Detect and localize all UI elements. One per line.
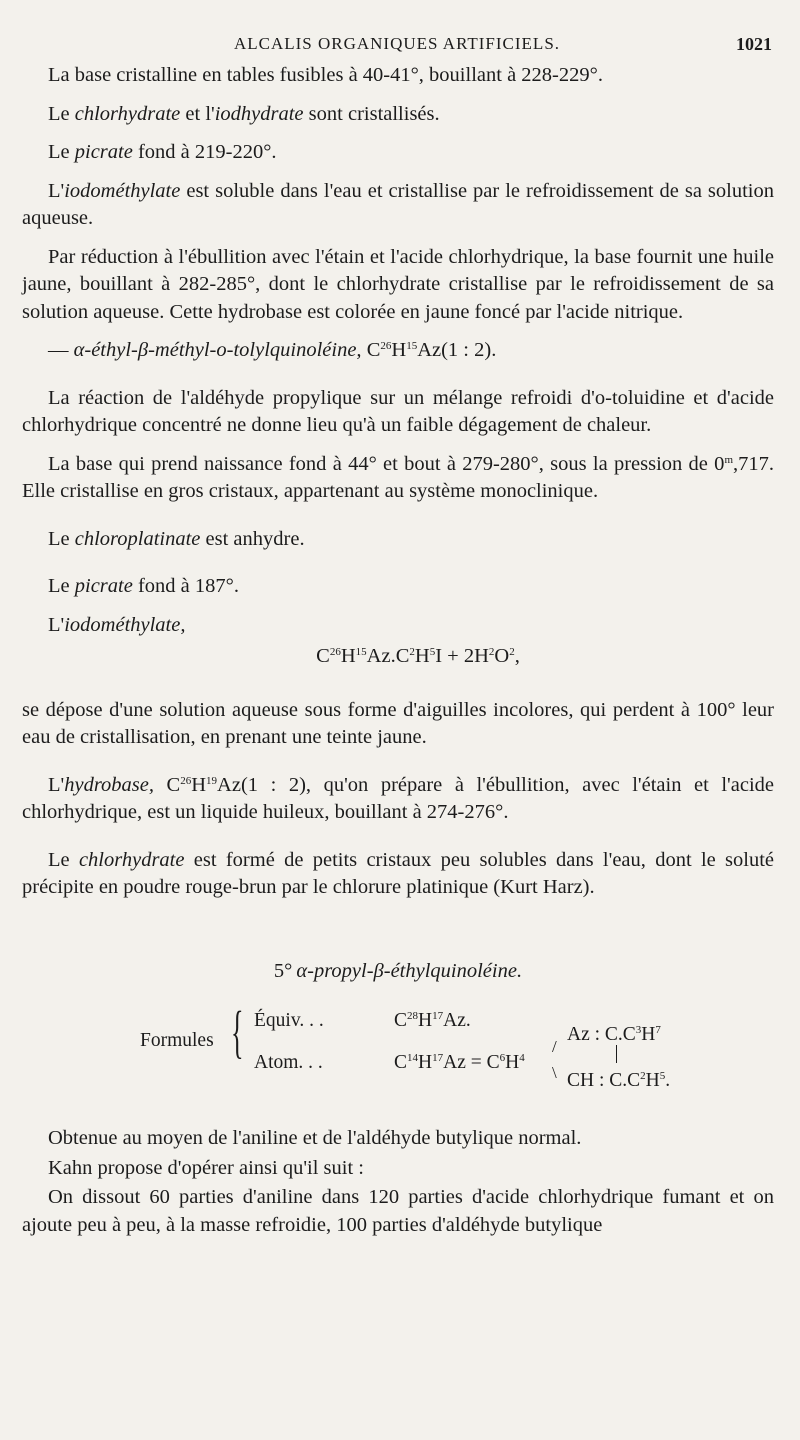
paragraph-base-fond: La base qui prend naissance fond à 44° et bout à 279-280°, sous la pression de 0$^m$,717. Elle cristallise en gros cristaux, appartenant au système monoclinique. [22, 452, 774, 502]
paragraph-hydrobase: L'hydrobase, $C^{26}H^{19}Az(1$ : 2), qu'on prépare à l'ébullition, avec l'étain et l'acide chlorhydrique, est un liquide huileux, bouillant à 274-276°. [22, 773, 774, 823]
paragraph-chloroplatinate: Le chloroplatinate est anhydre. [48, 527, 305, 550]
running-title: ALCALIS ORGANIQUES ARTIFICIELS. [233, 34, 561, 53]
section-number: 5° [273, 959, 293, 982]
formules-label: Formules [140, 1030, 214, 1051]
paragraph-aiguilles: se dépose d'une solution aqueuse sous forme d'aiguilles incolores, qui perdent à 100° leur eau de cristallisation, en prenant une teinte jaune. [22, 698, 774, 748]
paragraph-iodomethylate-1: L'iodométhylate est soluble dans l'eau et cristallise par le refroidissement de sa solution aqueuse. [22, 179, 774, 229]
paragraph-base-cristalline: La base cristalline en tables fusibles à 40-41°, bouillant à 228-229°. [48, 64, 603, 86]
page-number: 1021 [736, 34, 772, 54]
formules-structure-bottom: CH : $C.C^2H^5$. [567, 1070, 671, 1091]
paragraph-reaction: La réaction de l'aldéhyde propylique sur un mélange refroidi d'o-toluidine et d'acide chlorhydrique concentré ne donne lieu qu'à un faible dégagement de chaleur. [22, 386, 774, 436]
bond-down-symbol: \ [552, 1063, 557, 1082]
formules-atom-formula: $C^{14}H^{17}Az = C^6H^4$ [394, 1052, 525, 1073]
section-title [22, 958, 774, 986]
page-header [22, 34, 772, 56]
paragraph-dissout: On dissout 60 parties d'aniline dans 120 parties d'acide chlorhydrique fumant et on ajoute peu à peu, à la masse refroidie, 100 parties d'aldéhyde butylique [22, 1186, 774, 1236]
brace-symbol: { [231, 999, 244, 1064]
formules-equiv-label: Équiv. . . [254, 1010, 324, 1031]
paragraph-iodomethylate-2: L'iodométhylate, [48, 613, 186, 636]
bond-up-symbol: / [552, 1037, 557, 1056]
formules-block [22, 997, 774, 1107]
paragraph-picrate-2: Le picrate fond à 187°. [48, 575, 239, 597]
formules-equiv-formula: $C^{28}H^{17}Az$. [394, 1010, 471, 1031]
formula-iodomethylate: $C^{26}H^{15}Az.C^2H^5I + 2H^2O^2$, [316, 645, 520, 667]
paragraph-reduction: Par réduction à l'ébullition avec l'étain et l'acide chlorhydrique, la base fournit une huile jaune, bouillant à 282-285°, dont le chlorhydrate cristallise par le refroidissement de sa solution aqueuse. Cette hydrobase est colorée en jaune foncé par l'acide nitrique. [22, 245, 774, 323]
formules-structure-top: Az : $C.C^3H^7$ [567, 1024, 661, 1045]
bond-vertical-line [616, 1045, 617, 1063]
section-compound-name: α-propyl-β-éthylquinoléine. [296, 959, 523, 982]
document-body [22, 62, 774, 1250]
paragraph-obtenue: Obtenue au moyen de l'aniline et de l'aldéhyde butylique normal. [48, 1127, 582, 1149]
paragraph-chlorhydrate-iodhydrate: Le chlorhydrate et l'iodhydrate sont cristallisés. [48, 102, 440, 125]
paragraph-chlorhydrate-2: Le chlorhydrate est formé de petits cristaux peu solubles dans l'eau, dont le soluté précipite en poudre rouge-brun par le chlorure platinique (Kurt Harz). [22, 848, 775, 898]
paragraph-kahn: Kahn propose d'opérer ainsi qu'il suit : [48, 1156, 364, 1179]
formules-atom-label: Atom. . . [254, 1052, 323, 1073]
paragraph-picrate-1: Le picrate fond à 219-220°. [48, 141, 277, 163]
paragraph-compound-heading: — α-éthyl-β-méthyl-o-tolylquinoléine, $C^{26}H^{15}Az(1$ : 2). [48, 339, 497, 361]
